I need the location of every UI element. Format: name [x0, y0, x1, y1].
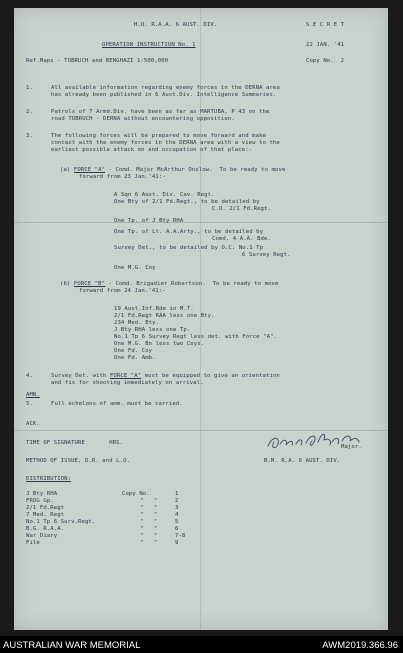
document-page — [14, 8, 388, 630]
force-a-item-detail: Comd. 4 A.A. Bde. — [212, 236, 271, 242]
unit-heading: H.Q. R.A.A. 6 AUST. DIV. — [134, 22, 218, 28]
method-of-issue: METHOD OF ISSUE, D.R. and L.O. — [26, 458, 131, 464]
force-a-item: One Tp. of J Bty RHA — [114, 218, 184, 224]
distribution-copy-number: 2 — [175, 498, 179, 504]
distribution-copy-number: 1 — [175, 491, 179, 497]
para-5-line: Full echelons of amm. must be carried. — [51, 401, 183, 407]
distribution-copy-number: 7-8 — [175, 533, 186, 539]
para-2-line: Patrols of 7 Armd.Div. have been as far as MARTUBA, P 43 on the — [51, 109, 270, 115]
footer-accession-number: AWM2019.366.96 — [322, 640, 398, 651]
footer-credit: AUSTRALIAN WAR MEMORIAL — [3, 640, 141, 651]
ack-line: ACK. — [26, 421, 40, 427]
para-1-line: has already been published in 6 Aust.Div. Intelligence Summaries. — [51, 92, 277, 98]
force-b-date: forward from 24 Jan.'41:- — [79, 288, 166, 294]
ditto-mark: " " — [140, 519, 158, 525]
para-3-line: earliest possible attack on and occupation of that place:- — [51, 147, 253, 153]
force-a-item-detail: C.O. 2/1 Fd.Regt. — [212, 206, 271, 212]
para-number: 3. — [26, 133, 33, 139]
distribution-recipient: 7 Med. Regt — [26, 512, 65, 518]
para-number: 4. — [26, 373, 33, 379]
para-number: 1. — [26, 85, 33, 91]
time-of-signature: TIME OF SIGNATURE HRS. — [26, 440, 124, 446]
footer-band — [0, 636, 403, 653]
para-2-line: road TOBRUCH - DERNA without encountering opposition. — [51, 116, 235, 122]
force-b-item: One Fd. Coy — [114, 348, 153, 354]
ditto-mark: " " — [140, 526, 158, 532]
signer-unit: B.M. R.A. 6 AUST. DIV. — [264, 458, 341, 464]
document-title: OPERATION INSTRUCTION No. 1 — [102, 42, 196, 48]
para-number: 2. — [26, 109, 33, 115]
para-4-line: and fix for shooting immediately on arrival. — [51, 380, 204, 386]
force-a-item: One Bty of 2/1 Fd.Regt., to be detailed by — [114, 199, 260, 205]
distribution-heading: DISTRIBUTION: — [26, 476, 72, 482]
force-a-item-detail: 6 Survey Regt. — [242, 252, 291, 258]
force-b-item: One Fd. Amb. — [114, 355, 156, 361]
document-date: 22 JAN. '41 — [306, 42, 345, 48]
force-a-item: One M.G. Coy — [114, 265, 156, 271]
distribution-recipient: B.G. R.A.A. — [26, 526, 65, 532]
distribution-copy-number: 5 — [175, 519, 179, 525]
distribution-copy-number: 4 — [175, 512, 179, 518]
para-number: 5. — [26, 401, 33, 407]
ditto-mark: " " — [140, 533, 158, 539]
force-a-item: Survey Det., to be detailed by O.C. No.1 Tp — [114, 245, 264, 251]
signature — [266, 426, 361, 456]
amn-heading: AMN. — [26, 392, 40, 398]
ditto-mark: " " — [140, 512, 158, 518]
force-b-item: 2/1 Fd.Regt RAA less one Bty. — [114, 313, 215, 319]
ditto-mark: " " — [140, 498, 158, 504]
distribution-recipient: No.1 Tp 6 Surv.Regt. — [26, 519, 96, 525]
force-a-item: A Sqn 6 Aust. Div. Cav. Regt. — [114, 192, 215, 198]
distribution-copy-number: 3 — [175, 505, 179, 511]
force-b-item: 19 Aust.Inf.Bde in M.T. — [114, 306, 194, 312]
reference-maps: Ref.Maps - TOBRUCH and BENGHAZI 1:500,000 — [26, 58, 169, 64]
para-4-line: Survey Det. with FORCE "A" must be equipped to give an orientation — [51, 373, 280, 379]
force-b-item: No.1 Tp 6 Survey Regt less det. with Force "A". — [114, 334, 277, 340]
distribution-recipient: File — [26, 540, 40, 546]
fold-line — [200, 8, 201, 630]
classification: S E C R E T — [306, 22, 345, 28]
distribution-recipient: 2/1 Fd.Regt — [26, 505, 65, 511]
para-1-line: All available information regarding enemy forces in the DERNA area — [51, 85, 280, 91]
distribution-recipient: FROG Gp. — [26, 498, 54, 504]
distribution-recipient: J Bty RHA — [26, 491, 58, 497]
para-3-line: The following forces will be prepared to move forward and make — [51, 133, 266, 139]
distribution-copy-number: 6 — [175, 526, 179, 532]
copy-number: Copy No. 2 — [306, 58, 345, 64]
force-b-item: 234 Med. Bty. — [114, 320, 160, 326]
copy-no-header: Copy No. — [122, 491, 150, 497]
force-a-heading: (a) FORCE "A" - Comd. Major McArthur Onslow. To be ready to move — [60, 167, 286, 173]
force-a-item: One Tp. of Lt. A.A.Arty., to be detailed by — [114, 229, 264, 235]
distribution-recipient: War Diary — [26, 533, 58, 539]
fold-line — [14, 222, 388, 223]
force-b-item: J Bty RHA less one Tp. — [114, 327, 191, 333]
ditto-mark: " " — [140, 540, 158, 546]
force-b-item: One M.G. Bn less two Coys. — [114, 341, 205, 347]
signer-rank: Major. — [341, 444, 362, 450]
ditto-mark: " " — [140, 505, 158, 511]
force-a-date: forward from 23 Jan.'41:- — [79, 174, 166, 180]
para-3-line: contact with the enemy forces in the DERNA area with a view to the — [51, 140, 280, 146]
distribution-copy-number: 9 — [175, 540, 179, 546]
force-b-heading: (b) FORCE "B" - Comd. Brigadier Robertson. To be ready to move — [60, 281, 279, 287]
